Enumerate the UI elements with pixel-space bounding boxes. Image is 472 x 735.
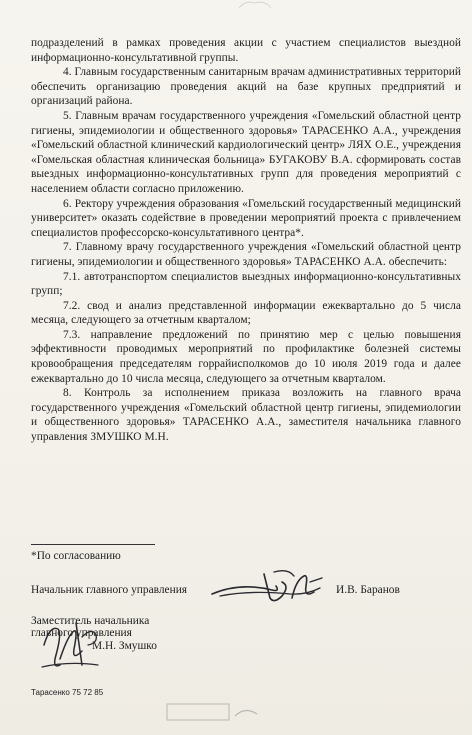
paragraph-7-3: 7.3. направление предложений по принятию мер с целью повышения эффективности проводимых мероприятий по профилактике болезней системы кровообращения председателям горрайисполкомов до 10 июля 2019 года и далее ежеквартально до 10 числа месяца, следующего за отчетным кварталом. (31, 328, 461, 385)
paragraph-continuation: подразделений в рамках проведения акции с участием специалистов выездной информационно-консультативной группы. (31, 37, 461, 64)
signature-baranov (210, 568, 328, 608)
paragraph-4: 4. Главным государственным санитарным врачам административных территорий обеспечить организацию проведения акций на базе крупных предприятий и организаций района. (31, 66, 462, 108)
paragraph-7: 7. Главному врачу государственного учреждения «Гомельский областной центр гигиены, эпидемиологии и общественного здоровья» ТАРАСЕНКО А.А. обеспечить: (31, 241, 461, 268)
paragraph-8: 8. Контроль за исполнением приказа возложить на главного врача государственного учреждения «Гомельский областной центр гигиены, эпидемиологии и общественного здоровья» ТАРАСЕНКО А.А., заместителя начальника главного управления ЗМУШКО М.Н. (31, 387, 461, 444)
signatory-1-title: Начальник главного управления (31, 584, 188, 596)
order-body (31, 36, 461, 445)
executor-contact: Тарасенко 75 72 85 (31, 688, 104, 697)
signature-zmushko (38, 615, 108, 675)
paragraph-5: 5. Главным врачам государственного учреждения «Гомельский областной центр гигиены, эпидемиологии и общественного здоровья» ТАРАСЕНКО А.А., учреждения «Гомельский областной клинический кардиологический центр» ЛЯХ О.Е., учреждения «Гомельская областная клиническая больница» БУГАКОВУ В.А. сформировать состав выездных информационно-консультативных групп для проведения мероприятий с населением области согласно приложению. (31, 109, 461, 195)
paragraph-7-2: 7.2. свод и анализ представленной информации ежеквартально до 5 числа месяца, следующего за отчетным кварталом; (31, 299, 461, 327)
signatory-2-title-line1: Заместитель начальника (31, 615, 150, 627)
footnote: *По согласованию (31, 550, 121, 562)
signatory-1-name: И.В. Баранов (336, 584, 400, 596)
registration-stamp (165, 700, 265, 724)
paragraph-7-1: 7.1. автотранспортом специалистов выездных информационно-консультативных групп; (31, 270, 461, 298)
emblem-fragment (235, 0, 275, 10)
signatory-2-name: М.Н. Змушко (92, 640, 157, 652)
signatory-2-title-line2: главного управления (31, 626, 132, 639)
paragraph-6: 6. Ректору учреждения образования «Гомельский государственный медицинский университет» оказать содействие в проведении мероприятий проекта с привлечением специалистов профессорско-консультативного центра*. (31, 197, 461, 239)
footnote-divider (31, 544, 155, 545)
